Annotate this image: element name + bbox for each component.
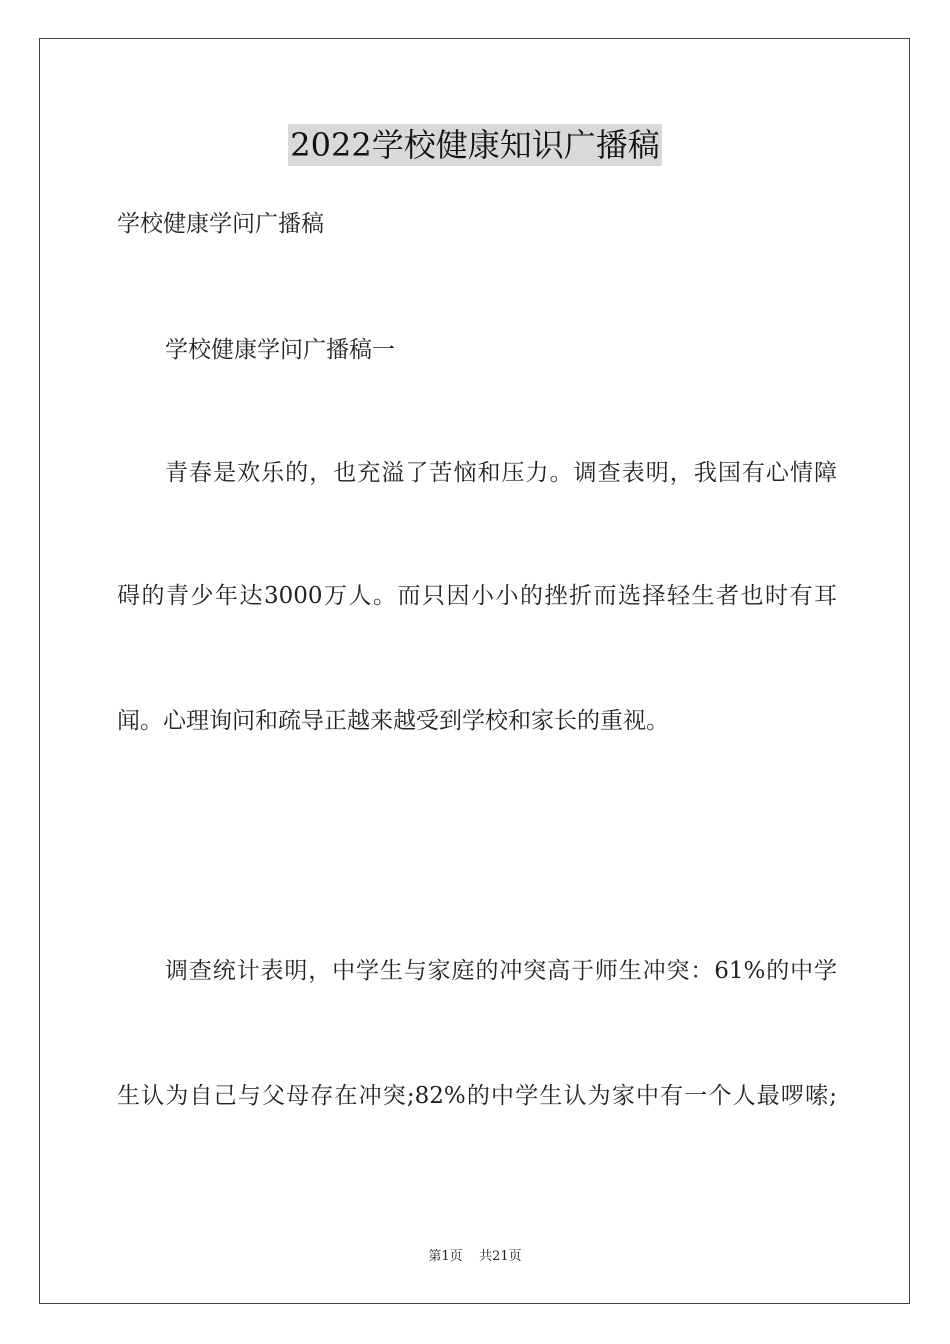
page-total: 共21页 [479,1249,522,1264]
section-heading: 学校健康学问广播稿一 [165,337,395,363]
page-footer [0,1248,950,1266]
page-number: 第1页 [428,1249,463,1264]
paragraph-1-line-3: 闻。心理询问和疏导正越来越受到学校和家长的重视。 [117,708,669,734]
paragraph-1-line-1: 青春是欢乐的，也充溢了苦恼和压力。调查表明，我国有心情障 [165,460,837,486]
document-title: 2022学校健康知识广播稿 [290,126,660,164]
document-subtitle: 学校健康学问广播稿 [117,211,324,237]
paragraph-2-line-2: 生认为自己与父母存在冲突;82%的中学生认为家中有一个人最啰嗦; [117,1083,837,1109]
paragraph-1-line-2: 碍的青少年达3000万人。而只因小小的挫折而选择轻生者也时有耳 [117,583,837,609]
paragraph-2-line-1: 调查统计表明，中学生与家庭的冲突高于师生冲突：61%的中学 [165,958,837,984]
title-container [0,124,950,166]
